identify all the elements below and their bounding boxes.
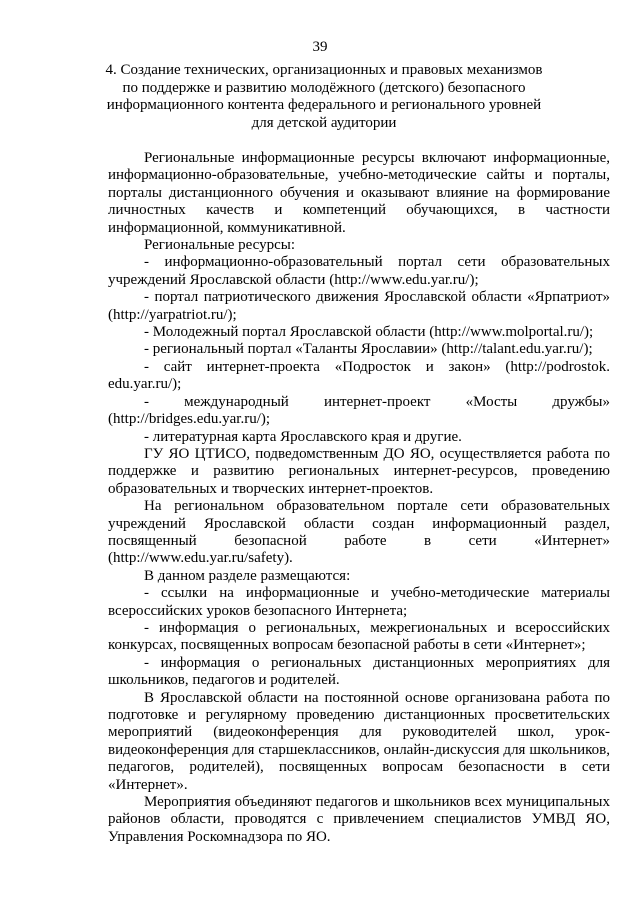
list-item-resource: - Молодежный портал Ярославской области (http://www.molportal.ru/); [144, 324, 594, 341]
page-number: 39 [312, 39, 328, 55]
paragraph-resources-label: Региональные ресурсы: [144, 237, 296, 254]
list-item-resource: - региональный портал «Таланты Ярославии» (http://talant.edu.yar.ru/); [144, 341, 593, 358]
list-item-content: - информация о региональных дистанционных мероприятиях для школьников, педагогов и родителей. [108, 654, 610, 689]
paragraph-intro: Региональные информационные ресурсы включают информационные, информационно-образовательные, учебно-методические сайты и порталы, порталы дистанционного обучения и оказывают влияние на формирование личностных качеств и компетенций обучающихся, в частности информационной, коммуникативной. [108, 150, 610, 236]
list-item-content: - ссылки на информационные и учебно-методические материалы всероссийских уроков безопасного Интернета; [108, 585, 610, 619]
paragraph-participants: Мероприятия объединяют педагогов и школьников всех муниципальных районов области, проводятся с привлечением специалистов УМВД ЯО, Управления Роскомнадзора по ЯО. [108, 794, 610, 845]
list-item-content: - информация о региональных, межрегиональных и всероссийских конкурсах, посвященных вопросам безопасной работы в сети «Интернет»; [108, 619, 610, 654]
paragraph-events: В Ярославской области на постоянной основе организована работа по подготовке и регулярному проведению дистанционных просветительских мероприятий (видеоконференция для руководителей школ, урок-видеоконференция для старшеклассников, онлайн-дискуссия для школьников, педагогов, родителей), посвященных вопросам безопасности в сети «Интернет». [108, 689, 610, 793]
heading-line: 4. Создание технических, организационных и правовых механизмов [105, 62, 543, 78]
list-item-resource: - портал патриотического движения Ярославской области «Ярпатриот» (http://yarpatriot.ru/); [108, 289, 610, 323]
heading-line: для детской аудитории [251, 114, 397, 131]
paragraph-portal-section: На региональном образовательном портале сети образовательных учреждений Ярославской области создан информационный раздел, посвященный безопасной работе в сети «Интернет» (http://www.edu.yar.ru/safety). [108, 498, 610, 567]
heading-line: информационного контента федерального и регионального уровней [106, 97, 542, 113]
paragraph-section-contents-label: В данном разделе размещаются: [144, 567, 351, 584]
paragraph-ctiso: ГУ ЯО ЦТИСО, подведомственным ДО ЯО, осуществляется работа по поддержке и развитию региональных интернет-ресурсов, проведению образовательных и творческих интернет-проектов. [108, 445, 610, 497]
heading-line: по поддержке и развитию молодёжного (детского) безопасного [122, 79, 526, 96]
section-heading [100, 62, 548, 132]
body-text [108, 150, 610, 846]
list-item-resource: - информационно-образовательный портал сети образовательных учреждений Ярославской области (http://www.edu.yar.ru/); [108, 254, 610, 288]
list-item-resource: - международный интернет-проект «Мосты дружбы» (http://bridges.edu.yar.ru/); [108, 393, 610, 428]
list-item-resource: - литературная карта Ярославского края и другие. [144, 428, 462, 445]
list-item-resource: - сайт интернет-проекта «Подросток и закон» (http://podrostok. edu.yar.ru/); [108, 358, 610, 393]
